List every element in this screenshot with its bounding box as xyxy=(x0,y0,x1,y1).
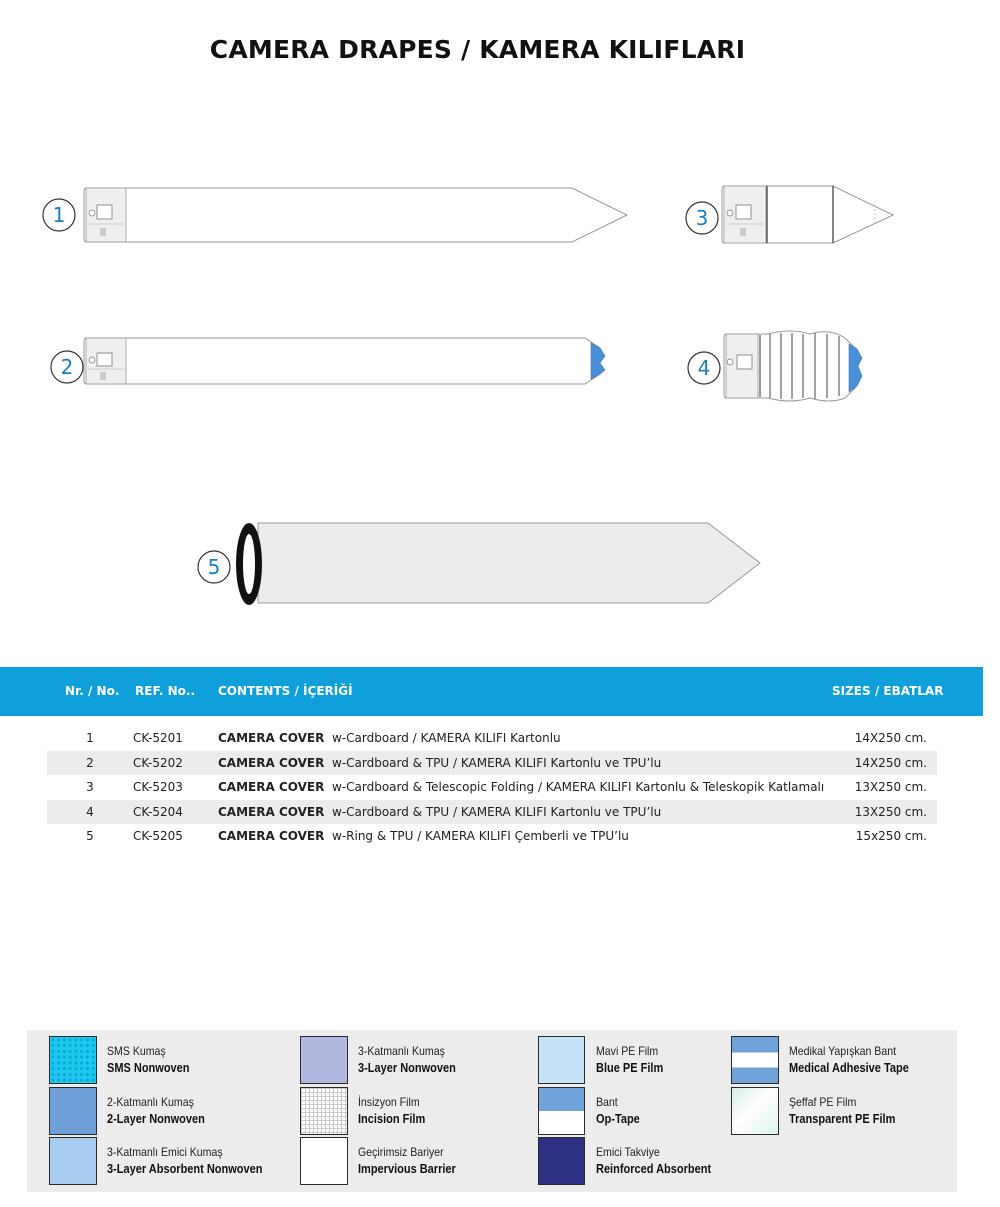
row-nr: 1 xyxy=(86,731,94,745)
camera-cover-3 xyxy=(722,186,893,243)
table-row xyxy=(47,824,937,849)
legend-label-en: Reinforced Absorbent xyxy=(596,1162,712,1176)
impervious-swatch xyxy=(300,1137,348,1185)
transparent-pe-swatch xyxy=(731,1087,779,1135)
legend-label-en: Medical Adhesive Tape xyxy=(789,1061,909,1075)
legend-label-en: 3-Layer Nonwoven xyxy=(358,1061,456,1075)
three-absorbent-swatch xyxy=(49,1137,97,1185)
header-contents: CONTENTS / İÇERİĞİ xyxy=(218,684,353,698)
two-layer-swatch xyxy=(49,1087,97,1135)
row-nr: 4 xyxy=(86,804,94,819)
legend-label-en: Transparent PE Film xyxy=(789,1112,896,1126)
legend-item-blue-pe xyxy=(538,1036,718,1084)
figure-number-5-label: 5 xyxy=(207,555,221,579)
legend-label-en: Blue PE Film xyxy=(596,1061,664,1075)
legend-label-tr: 3-Katmanlı Kumaş xyxy=(358,1044,445,1058)
legend-item-sms xyxy=(49,1036,279,1084)
legend-item-incision xyxy=(300,1087,520,1135)
sms-swatch xyxy=(49,1036,97,1084)
row-contents xyxy=(218,751,661,775)
row-size: 13X250 cm. xyxy=(854,780,927,794)
camera-cover-2 xyxy=(84,338,605,384)
header-nr: Nr. / No. xyxy=(65,684,120,698)
row-contents xyxy=(218,800,661,824)
page-title: CAMERA DRAPES / KAMERA KILIFLARI xyxy=(209,35,746,64)
legend-label-en: 3-Layer Absorbent Nonwoven xyxy=(107,1162,263,1176)
row-nr: 3 xyxy=(86,780,94,794)
row-product: CAMERA COVER xyxy=(218,804,325,819)
figure-number-1 xyxy=(43,199,75,231)
legend-label-en: 2-Layer Nonwoven xyxy=(107,1112,205,1126)
legend-label-en: SMS Nonwoven xyxy=(107,1061,190,1075)
row-desc: w-Cardboard & TPU / KAMERA KILIFI Kartonlu ve TPU’lu xyxy=(332,804,662,819)
legend-item-two-layer xyxy=(49,1087,279,1135)
legend-item-three-layer xyxy=(300,1036,520,1084)
row-contents xyxy=(218,775,824,799)
figure-number-1-label: 1 xyxy=(52,203,66,227)
figure-number-3 xyxy=(686,202,718,234)
figure-number-3-label: 3 xyxy=(695,206,709,230)
legend-label-en: Op-Tape xyxy=(596,1112,640,1126)
legend-item-impervious xyxy=(300,1137,520,1185)
legend-item-reinforced xyxy=(538,1137,718,1185)
legend-label-tr: Şeffaf PE Film xyxy=(789,1095,857,1109)
row-contents xyxy=(218,726,561,750)
legend-item-op-tape xyxy=(538,1087,718,1135)
row-product: CAMERA COVER xyxy=(218,829,325,843)
row-desc: w-Cardboard / KAMERA KILIFI Kartonlu xyxy=(332,731,561,745)
camera-cover-5 xyxy=(236,523,760,605)
row-ref: CK-5203 xyxy=(133,780,183,794)
header-sizes: SIZES / EBATLAR xyxy=(832,684,944,698)
row-ref: CK-5205 xyxy=(133,829,183,843)
camera-cover-4 xyxy=(724,331,862,401)
row-ref: CK-5204 xyxy=(133,804,183,819)
legend-item-three-absorbent xyxy=(49,1137,289,1185)
row-product: CAMERA COVER xyxy=(218,755,325,770)
table-header xyxy=(0,667,983,716)
legend-label-tr: Geçirimsiz Bariyer xyxy=(358,1145,444,1159)
row-ref: CK-5202 xyxy=(133,755,183,770)
three-layer-swatch xyxy=(300,1036,348,1084)
op-tape-swatch xyxy=(538,1087,585,1135)
row-desc: w-Cardboard & TPU / KAMERA KILIFI Kartonlu ve TPU’lu xyxy=(332,755,662,770)
table-row xyxy=(47,775,937,800)
row-contents xyxy=(218,824,629,848)
row-size: 14X250 cm. xyxy=(854,755,927,770)
legend-label-tr: 3-Katmanlı Emici Kumaş xyxy=(107,1145,223,1159)
reinforced-swatch xyxy=(538,1137,585,1185)
legend-label-tr: İnsizyon Film xyxy=(358,1095,420,1109)
figure-number-5 xyxy=(198,551,230,583)
camera-cover-1 xyxy=(84,188,627,242)
legend-label-en: Impervious Barrier xyxy=(358,1162,456,1176)
legend-label-tr: 2-Katmanlı Kumaş xyxy=(107,1095,194,1109)
table-row xyxy=(47,800,937,825)
legend-label-tr: Medikal Yapışkan Bant xyxy=(789,1044,897,1058)
legend-label-tr: Bant xyxy=(596,1095,618,1109)
figure-number-4-label: 4 xyxy=(697,356,711,380)
figure-number-2 xyxy=(51,351,83,383)
legend-item-transparent-pe xyxy=(731,1087,931,1135)
table-row xyxy=(47,751,937,776)
row-product: CAMERA COVER xyxy=(218,780,325,794)
figure-number-4 xyxy=(688,352,720,384)
row-desc: w-Ring & TPU / KAMERA KILIFI Çemberli ve TPU’lu xyxy=(332,829,629,843)
blue-pe-swatch xyxy=(538,1036,585,1084)
legend-label-en: Incision Film xyxy=(358,1112,426,1126)
legend-label-tr: Emici Takviye xyxy=(596,1145,660,1159)
row-nr: 2 xyxy=(86,755,94,770)
row-size: 15x250 cm. xyxy=(855,829,927,843)
row-ref: CK-5201 xyxy=(133,731,183,745)
row-desc: w-Cardboard & Telescopic Folding / KAMERA KILIFI Kartonlu & Teleskopik Katlamalı xyxy=(332,780,825,794)
table-row xyxy=(47,726,937,751)
incision-swatch xyxy=(300,1087,348,1135)
row-product: CAMERA COVER xyxy=(218,731,325,745)
row-size: 14X250 cm. xyxy=(854,731,927,745)
material-legend xyxy=(27,1030,957,1192)
legend-item-medical-tape xyxy=(731,1036,931,1084)
legend-label-tr: Mavi PE Film xyxy=(596,1044,659,1058)
legend-label-tr: SMS Kumaş xyxy=(107,1044,166,1058)
header-ref: REF. No.. xyxy=(135,684,196,698)
product-table xyxy=(47,726,937,849)
row-size: 13X250 cm. xyxy=(854,804,927,819)
figure-number-2-label: 2 xyxy=(60,355,74,379)
medical-tape-swatch xyxy=(731,1036,779,1084)
row-nr: 5 xyxy=(86,829,94,843)
